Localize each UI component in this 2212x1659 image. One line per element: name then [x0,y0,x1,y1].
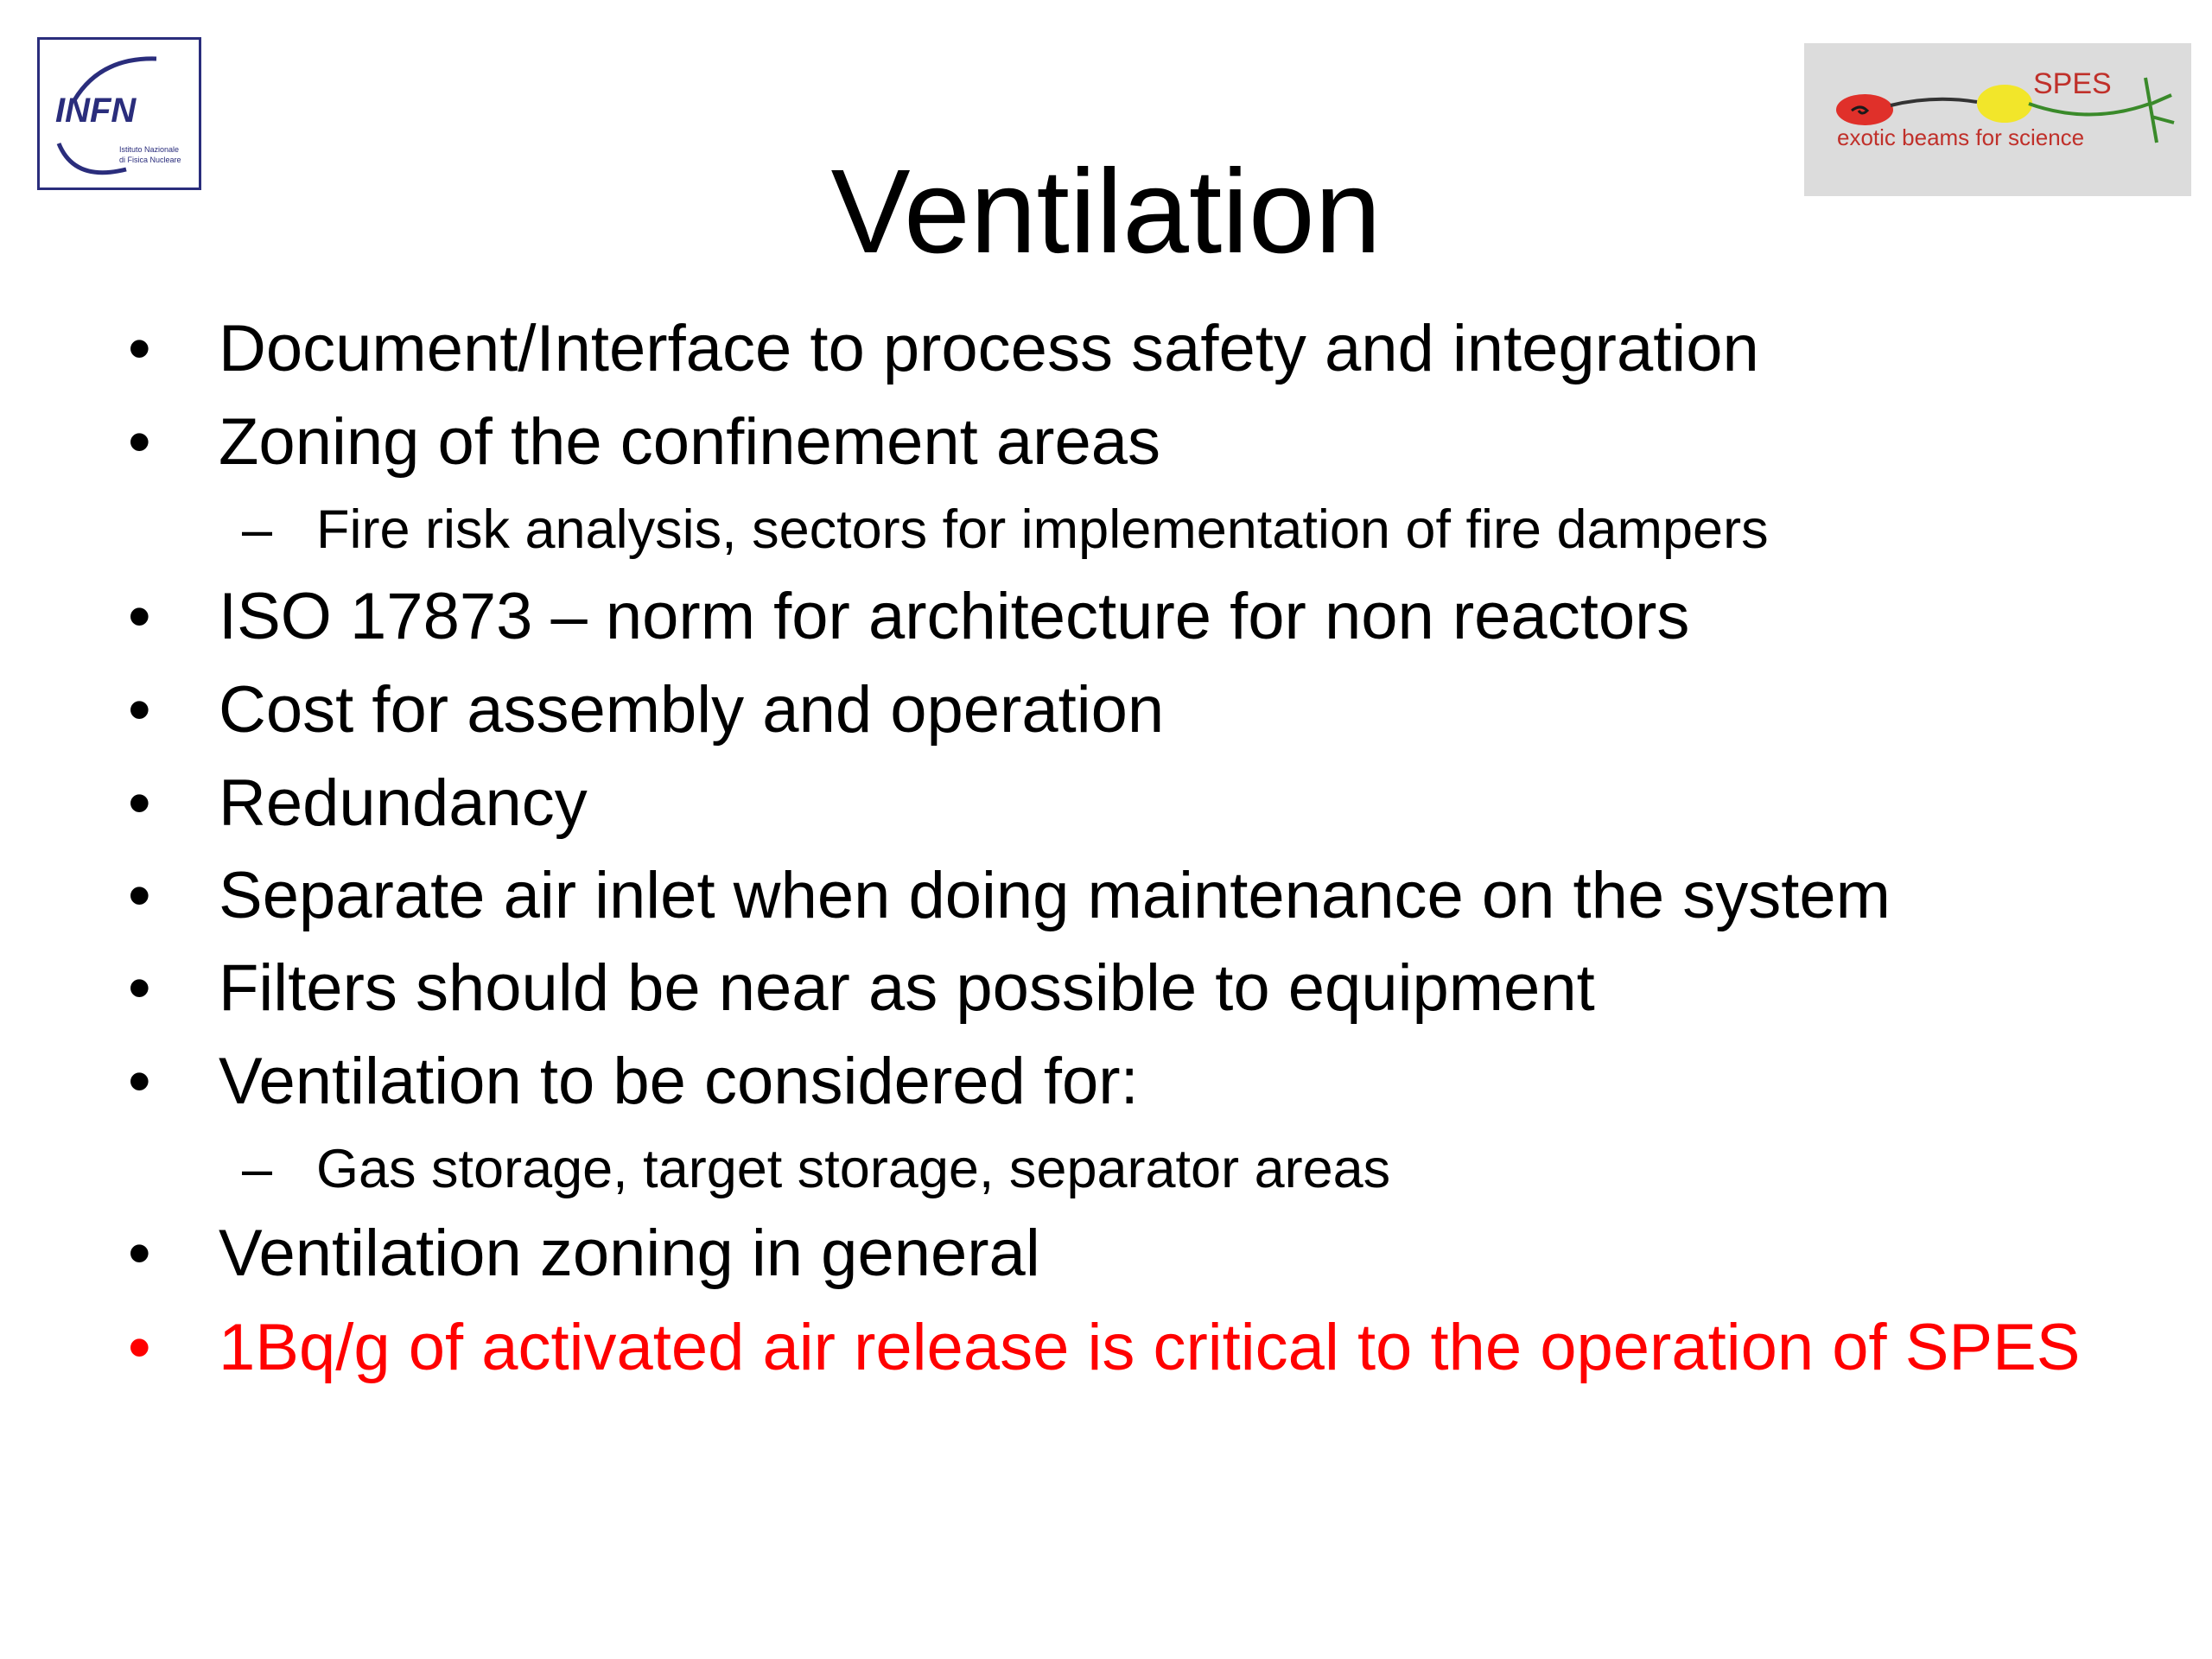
bullet-text: Ventilation zoning in general [219,1217,1040,1290]
bullet-text: Ventilation to be considered for: [219,1045,1139,1118]
sub-bullet-text: Gas storage, target storage, separator areas [316,1139,1391,1199]
bullet-marker: • [128,405,151,479]
slide-title: Ventilation [830,145,1382,278]
bullet-text: Filters should be near as possible to equipment [219,951,1595,1025]
dash-marker: – [242,1139,273,1199]
bullet-text: Separate air inlet when doing maintenance on the system [219,859,1891,932]
bullet-marker: • [128,580,151,653]
spes-green-branch [2152,95,2174,123]
infn-wordmark: INFN [55,92,137,130]
bullet-marker: • [128,312,151,385]
spes-yellow-sun-icon [1977,85,2032,123]
spes-beam-line [1891,99,1977,105]
bullet-text: Cost for assembly and operation [219,673,1165,747]
bullet-marker: • [128,766,151,840]
spes-green-stem [2029,104,2150,115]
infn-subtitle-line2: di Fisica Nucleare [119,156,181,164]
bullet-text: 1Bq/g of activated air release is critical to the operation of SPES [219,1311,2081,1384]
bullet-marker: • [128,1045,151,1118]
bullet-marker: • [128,1311,151,1384]
bullet-text: Zoning of the confinement areas [219,405,1161,479]
bullet-text: ISO 17873 – norm for architecture for non reactors [219,580,1690,653]
sub-bullet-text: Fire risk analysis, sectors for implementation of fire dampers [316,499,1769,560]
bullet-marker: • [128,951,151,1025]
bullet-text: Document/Interface to process safety and integration [219,312,1759,385]
infn-subtitle-line1: Istituto Nazionale [119,145,180,154]
bullet-text: Redundancy [219,766,588,840]
spes-wordmark: SPES [2033,67,2112,100]
dash-marker: – [242,499,273,560]
bullet-marker: • [128,1217,151,1290]
spes-tagline: exotic beams for science [1837,124,2085,150]
bullet-marker: • [128,673,151,747]
spes-green-leaf [2145,78,2157,143]
bullet-marker: • [128,859,151,932]
